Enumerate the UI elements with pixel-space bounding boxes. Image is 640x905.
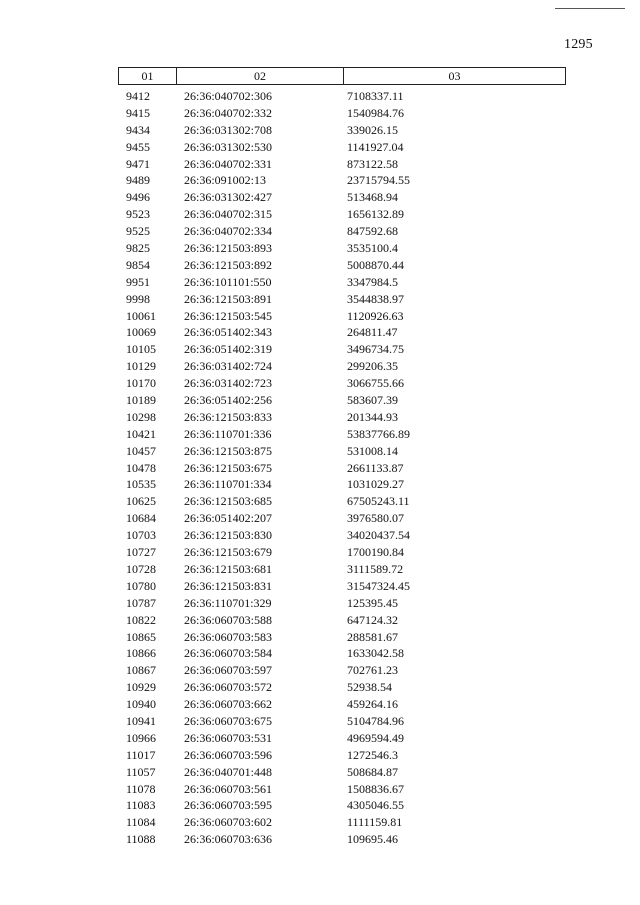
header-col-01: 01 [119,68,177,84]
cell-id: 10940 [126,697,156,712]
cell-cadastral-number: 26:36:121503:681 [184,561,273,576]
table-row [0,443,640,460]
cell-id: 9471 [126,156,150,171]
table-row [0,527,640,544]
cell-value: 513468.94 [347,190,398,205]
cell-id: 11083 [126,798,156,813]
table-row [0,460,640,477]
cell-cadastral-number: 26:36:121503:685 [184,494,273,509]
cell-value: 67505243.11 [347,494,410,509]
table-row [0,747,640,764]
cell-cadastral-number: 26:36:060703:602 [184,815,273,830]
cell-value: 201344.93 [347,409,398,424]
cell-cadastral-number: 26:36:110701:336 [184,426,272,441]
top-rule [555,8,625,9]
table-row [0,831,640,848]
cell-cadastral-number: 26:36:091002:13 [184,173,267,188]
cell-value: 3976580.07 [347,511,404,526]
cell-cadastral-number: 26:36:121503:675 [184,460,273,475]
cell-id: 11057 [126,764,156,779]
table-row [0,392,640,409]
table-row [0,814,640,831]
cell-cadastral-number: 26:36:060703:662 [184,697,273,712]
cell-cadastral-number: 26:36:051402:207 [184,511,273,526]
cell-id: 9455 [126,139,150,154]
cell-value: 3496734.75 [347,342,404,357]
cell-cadastral-number: 26:36:121503:891 [184,291,273,306]
table-header [118,67,566,85]
table-row [0,797,640,814]
cell-cadastral-number: 26:36:110701:329 [184,595,272,610]
cell-value: 299206.35 [347,359,398,374]
cell-value: 847592.68 [347,224,398,239]
cell-value: 1633042.58 [347,646,404,661]
cell-cadastral-number: 26:36:051402:343 [184,325,273,340]
table-row [0,105,640,122]
cell-cadastral-number: 26:36:051402:256 [184,393,273,408]
cell-cadastral-number: 26:36:040702:315 [184,207,273,222]
table-row [0,578,640,595]
cell-value: 3111589.72 [347,561,404,576]
table-row [0,476,640,493]
table-row [0,645,640,662]
table-row [0,88,640,105]
cell-cadastral-number: 26:36:121503:833 [184,409,273,424]
table-row [0,713,640,730]
cell-id: 10535 [126,477,156,492]
cell-id: 10421 [126,426,156,441]
table-row [0,156,640,173]
cell-cadastral-number: 26:36:040702:331 [184,156,273,171]
cell-value: 3535100.4 [347,241,398,256]
table-row [0,679,640,696]
cell-cadastral-number: 26:36:031402:724 [184,359,273,374]
cell-cadastral-number: 26:36:031302:530 [184,139,273,154]
cell-value: 702761.23 [347,663,398,678]
table-row [0,122,640,139]
table-body [0,88,640,848]
header-col-03: 03 [448,69,461,83]
table-row [0,595,640,612]
table-row [0,544,640,561]
cell-id: 10703 [126,528,156,543]
cell-id: 10867 [126,663,156,678]
cell-cadastral-number: 26:36:110701:334 [184,477,272,492]
cell-cadastral-number: 26:36:060703:636 [184,832,273,847]
cell-cadastral-number: 26:36:121503:831 [184,578,273,593]
cell-value: 1272546.3 [347,747,398,762]
table-row [0,612,640,629]
cell-id: 10129 [126,359,156,374]
cell-id: 10787 [126,595,156,610]
cell-id: 9496 [126,190,150,205]
cell-value: 53837766.89 [347,426,410,441]
cell-cadastral-number: 26:36:101101:550 [184,274,272,289]
cell-id: 11088 [126,832,156,847]
cell-value: 288581.67 [347,629,398,644]
cell-value: 4305046.55 [347,798,404,813]
cell-cadastral-number: 26:36:121503:545 [184,308,273,323]
cell-cadastral-number: 26:36:060703:596 [184,747,273,762]
table-row [0,561,640,578]
cell-value: 23715794.55 [347,173,410,188]
cell-value: 109695.46 [347,832,398,847]
cell-id: 9525 [126,224,150,239]
table-row [0,358,640,375]
cell-cadastral-number: 26:36:040701:448 [184,764,273,779]
cell-cadastral-number: 26:36:060703:531 [184,730,273,745]
cell-cadastral-number: 26:36:121503:892 [184,257,273,272]
cell-cadastral-number: 26:36:121503:893 [184,241,273,256]
page-number: 1295 [564,37,593,52]
cell-value: 1508836.67 [347,781,404,796]
cell-id: 11084 [126,815,156,830]
table-row [0,341,640,358]
cell-id: 9415 [126,105,150,120]
cell-id: 10822 [126,612,156,627]
cell-value: 4969594.49 [347,730,404,745]
cell-id: 10727 [126,545,156,560]
cell-id: 10105 [126,342,156,357]
cell-value: 125395.45 [347,595,398,610]
cell-id: 10069 [126,325,156,340]
cell-id: 11017 [126,747,156,762]
cell-id: 10929 [126,680,156,695]
cell-value: 459264.16 [347,697,398,712]
table-row [0,291,640,308]
cell-value: 647124.32 [347,612,398,627]
table-row [0,139,640,156]
cell-value: 1700190.84 [347,545,404,560]
cell-id: 9951 [126,274,150,289]
cell-value: 531008.14 [347,443,398,458]
table-row [0,426,640,443]
table-row [0,240,640,257]
cell-cadastral-number: 26:36:060703:675 [184,713,273,728]
cell-id: 10061 [126,308,156,323]
cell-id: 9412 [126,89,150,103]
cell-id: 10170 [126,376,156,391]
cell-cadastral-number: 26:36:121503:875 [184,443,273,458]
cell-value: 5104784.96 [347,713,404,728]
cell-value: 2661133.87 [347,460,404,475]
cell-id: 9825 [126,241,150,256]
cell-id: 10625 [126,494,156,509]
cell-cadastral-number: 26:36:031402:723 [184,376,273,391]
cell-id: 10866 [126,646,156,661]
table-row [0,730,640,747]
cell-id: 10189 [126,393,156,408]
table-row [0,510,640,527]
table-row [0,172,640,189]
cell-cadastral-number: 26:36:040702:332 [184,105,273,120]
cell-value: 1111159.81 [347,815,403,830]
cell-value: 1120926.63 [347,308,404,323]
cell-cadastral-number: 26:36:121503:830 [184,528,273,543]
cell-id: 9489 [126,173,150,188]
cell-id: 10478 [126,460,156,475]
cell-id: 9523 [126,207,150,222]
cell-value: 1031029.27 [347,477,404,492]
cell-cadastral-number: 26:36:051402:319 [184,342,273,357]
cell-id: 10684 [126,511,156,526]
cell-id: 9434 [126,122,150,137]
cell-value: 3544838.97 [347,291,404,306]
cell-id: 10966 [126,730,156,745]
table-row [0,764,640,781]
cell-id: 9998 [126,291,150,306]
cell-id: 11078 [126,781,156,796]
table-row [0,308,640,325]
table-row [0,696,640,713]
table-row [0,409,640,426]
cell-value: 5008870.44 [347,257,404,272]
cell-id: 10457 [126,443,156,458]
cell-value: 1540984.76 [347,105,404,120]
table-row [0,206,640,223]
table-row [0,375,640,392]
cell-id: 10865 [126,629,156,644]
table-row [0,781,640,798]
cell-value: 34020437.54 [347,528,410,543]
cell-cadastral-number: 26:36:060703:583 [184,629,273,644]
cell-cadastral-number: 26:36:060703:588 [184,612,273,627]
cell-value: 3066755.66 [347,376,404,391]
cell-value: 1141927.04 [347,139,404,154]
cell-value: 31547324.45 [347,578,410,593]
cell-value: 508684.87 [347,764,398,779]
cell-value: 339026.15 [347,122,398,137]
cell-cadastral-number: 26:36:060703:595 [184,798,273,813]
cell-id: 10780 [126,578,156,593]
cell-value: 583607.39 [347,393,398,408]
cell-cadastral-number: 26:36:060703:572 [184,680,273,695]
cell-cadastral-number: 26:36:031302:427 [184,190,273,205]
header-col-02: 02 [177,68,344,84]
cell-cadastral-number: 26:36:060703:597 [184,663,273,678]
table-row [0,223,640,240]
table-row [0,629,640,646]
cell-id: 9854 [126,257,150,272]
table-row [0,257,640,274]
cell-id: 10298 [126,409,156,424]
cell-cadastral-number: 26:36:060703:584 [184,646,273,661]
cell-value: 7108337.11 [347,89,404,103]
table-row [0,493,640,510]
cell-id: 10728 [126,561,156,576]
cell-value: 873122.58 [347,156,398,171]
cell-cadastral-number: 26:36:121503:679 [184,545,273,560]
cell-cadastral-number: 26:36:060703:561 [184,781,273,796]
cell-cadastral-number: 26:36:040702:306 [184,89,273,103]
cell-value: 264811.47 [347,325,398,340]
cell-value: 1656132.89 [347,207,404,222]
cell-id: 10941 [126,713,156,728]
cell-cadastral-number: 26:36:040702:334 [184,224,273,239]
table-row [0,662,640,679]
table-row [0,324,640,341]
cell-value: 3347984.5 [347,274,398,289]
table-row [0,274,640,291]
cell-value: 52938.54 [347,680,392,695]
cell-cadastral-number: 26:36:031302:708 [184,122,273,137]
table-row [0,189,640,206]
